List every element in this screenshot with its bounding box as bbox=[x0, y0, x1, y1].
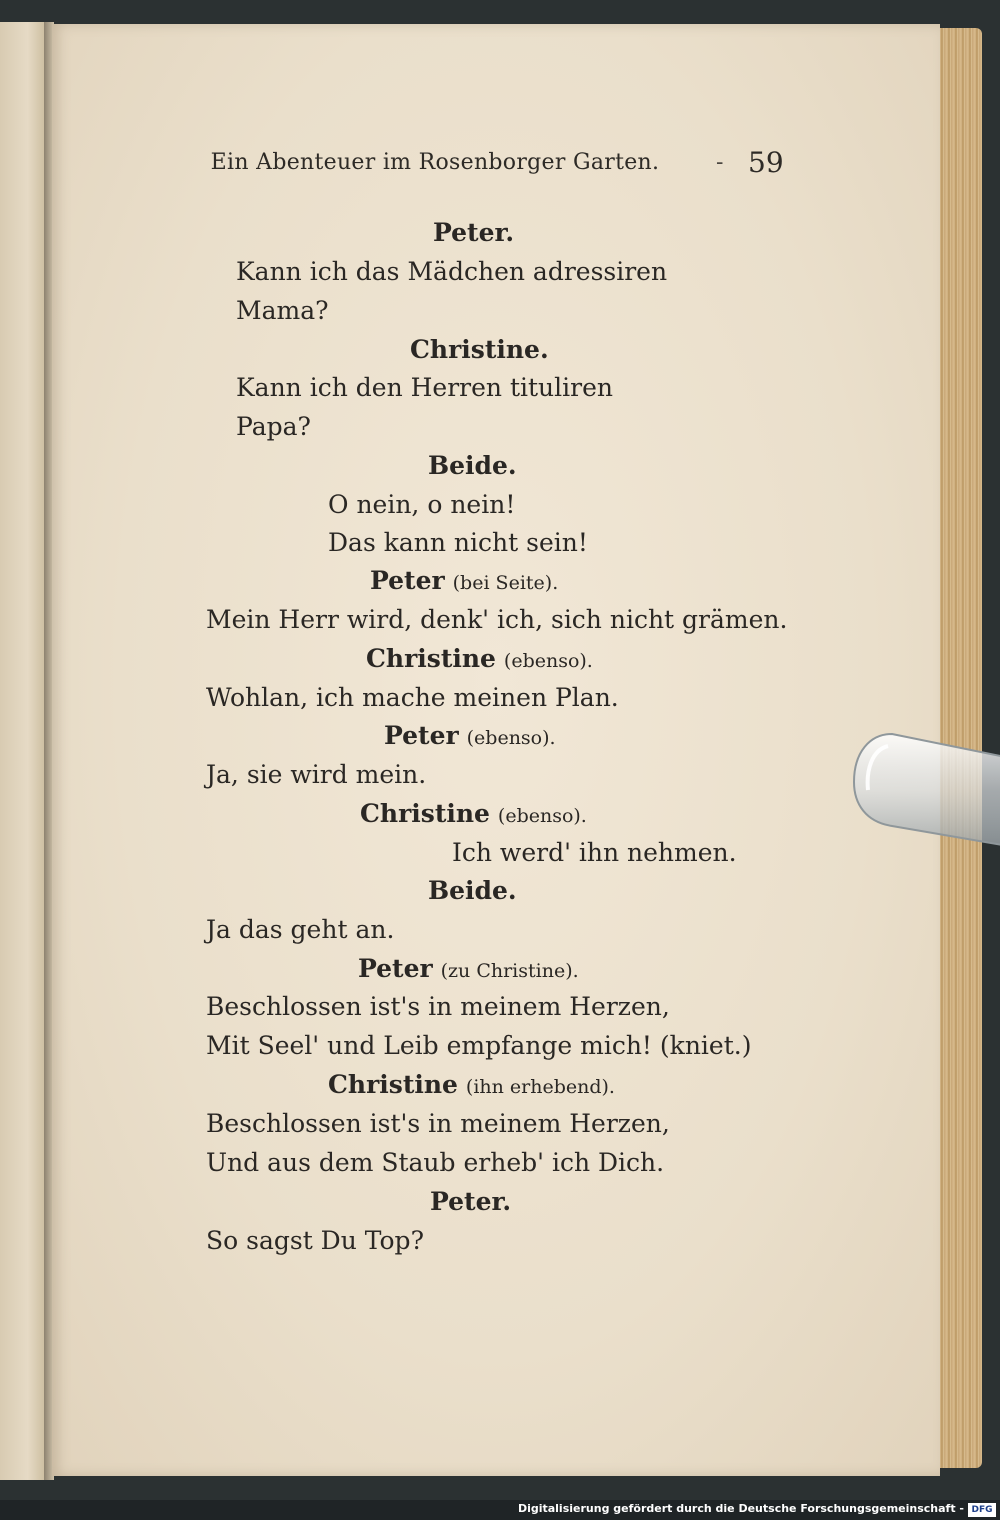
verse-line: O nein, o nein! bbox=[328, 490, 516, 519]
verse-line: Kann ich den Herren tituliren bbox=[236, 373, 613, 402]
stage-direction: (ebenso). bbox=[466, 727, 556, 749]
dfg-logo: DFG bbox=[968, 1503, 996, 1517]
left-page-edge bbox=[0, 22, 48, 1480]
speaker-line bbox=[433, 218, 514, 248]
speaker-line bbox=[370, 566, 558, 598]
verse-line: Mit Seel' und Leib empfange mich! (kniet.) bbox=[206, 1031, 752, 1060]
speaker-name: Beide. bbox=[428, 451, 517, 480]
speaker-name: Christine bbox=[366, 644, 496, 673]
verse-line: Wohlan, ich mache meinen Plan. bbox=[206, 683, 619, 712]
header-dash: - bbox=[716, 150, 724, 175]
speaker-line bbox=[366, 644, 593, 676]
speaker-name: Christine bbox=[360, 799, 490, 828]
speaker-name: Beide. bbox=[428, 876, 517, 905]
speaker-name: Peter. bbox=[433, 218, 515, 247]
verse-line: Ja, sie wird mein. bbox=[206, 760, 427, 789]
verse-line: So sagst Du Top? bbox=[206, 1226, 424, 1255]
verse-line: Das kann nicht sein! bbox=[328, 528, 588, 557]
verse-line: Beschlossen ist's in meinem Herzen, bbox=[206, 992, 670, 1021]
stage-direction: (zu Christine). bbox=[440, 960, 579, 982]
speaker-line bbox=[384, 721, 556, 753]
verse-line: Mein Herr wird, denk' ich, sich nicht grämen. bbox=[206, 605, 788, 634]
speaker-name: Peter. bbox=[430, 1187, 512, 1216]
stage-direction: (bei Seite). bbox=[452, 572, 559, 594]
speaker-name: Peter bbox=[358, 954, 433, 983]
speaker-line bbox=[360, 799, 587, 831]
running-title: Ein Abenteuer im Rosenborger Garten. bbox=[210, 150, 660, 175]
stage-direction: (ebenso). bbox=[497, 805, 587, 827]
speaker-line bbox=[428, 876, 517, 906]
speaker-name: Peter bbox=[384, 721, 459, 750]
digitization-credit: Digitalisierung gefördert durch die Deutsche Forschungsgemeinschaft - bbox=[517, 1502, 964, 1515]
verse-line: Ich werd' ihn nehmen. bbox=[452, 838, 737, 867]
verse-line: Ja das geht an. bbox=[206, 915, 395, 944]
speaker-line bbox=[428, 451, 517, 481]
verse-line: Beschlossen ist's in meinem Herzen, bbox=[206, 1109, 670, 1138]
speaker-line bbox=[410, 335, 549, 365]
speaker-line bbox=[328, 1070, 615, 1102]
speaker-name: Peter bbox=[370, 566, 445, 595]
speaker-line bbox=[430, 1187, 511, 1217]
page-number: 59 bbox=[748, 146, 784, 179]
glass-clip bbox=[852, 730, 1000, 850]
stage-direction: (ebenso). bbox=[503, 650, 593, 672]
verse-line: Papa? bbox=[236, 412, 311, 441]
speaker-line bbox=[358, 954, 579, 986]
verse-line: Kann ich das Mädchen adressiren bbox=[236, 257, 668, 286]
verse-line: Und aus dem Staub erheb' ich Dich. bbox=[206, 1148, 665, 1177]
stage-direction: (ihn erhebend). bbox=[465, 1076, 615, 1098]
speaker-name: Christine. bbox=[410, 335, 549, 364]
verse-line: Mama? bbox=[236, 296, 329, 325]
speaker-name: Christine bbox=[328, 1070, 458, 1099]
